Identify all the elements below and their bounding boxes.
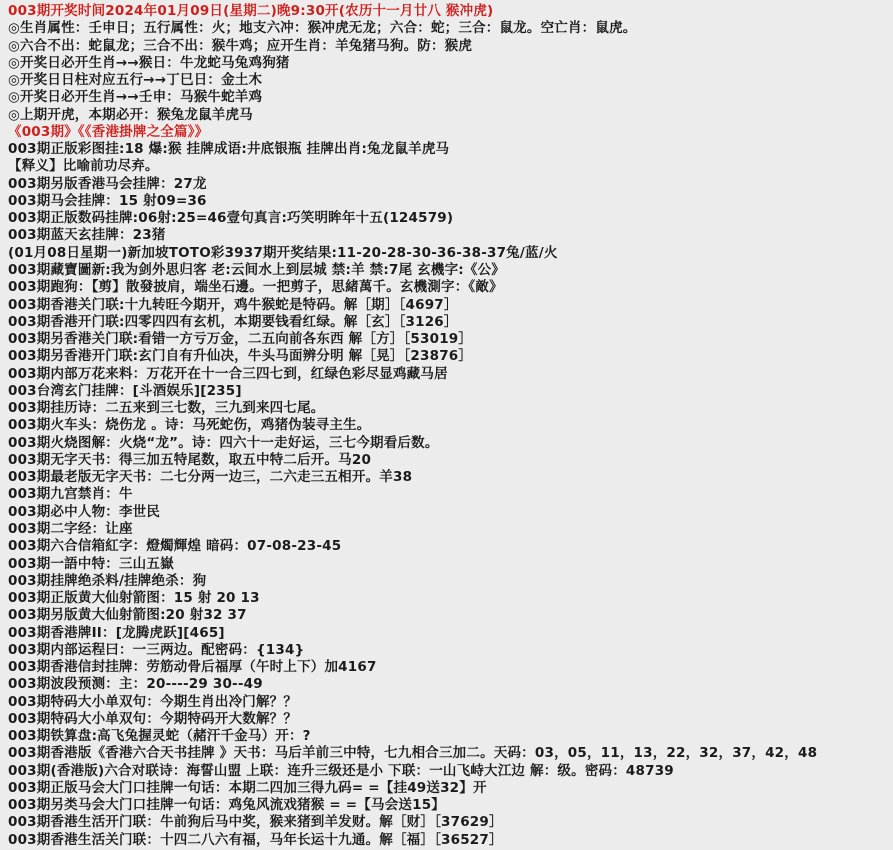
doc-line-43: 003期铁算盘:高飞兔握灵蛇（赭汗千金马）开：? — [8, 728, 311, 745]
doc-line-32: 003期六合信箱紅字：燈燭輝煌 暗码：07-08-23-45 — [8, 538, 342, 555]
doc-line-7: ◎上期开虎，本期必开：猴兔龙鼠羊虎马 — [8, 106, 253, 123]
doc-line-46: 003期正版马会大门口挂牌一句话：本期二四加三得九码= =【挂49送32】开 — [8, 779, 487, 796]
doc-line-11: 003期另版香港马会挂牌：27龙 — [8, 175, 207, 192]
doc-line-49: 003期香港生活关门联：十四二八六有福，马年长运十九通。解［福］［36527］ — [8, 831, 503, 848]
doc-line-45: 003期(香港版)六合对联诗：海誓山盟 上联：连升三级还是小 下联：一山飞峙大江边 解：级。密码：48739 — [8, 762, 674, 779]
doc-line-30: 003期必中人物：李世民 — [8, 503, 161, 520]
doc-line-31: 003期二字经：让座 — [8, 520, 133, 537]
doc-line-20: 003期另香港关门联:看错一方亏万金，二五向前各东西 解［方］［53019］ — [8, 331, 473, 348]
doc-line-17: 003期跑狗：【剪】散發披肩，端坐石邊。一把剪子，思緒萬千。玄機測字：《敵》 — [8, 279, 503, 296]
doc-line-22: 003期内部万花来料：万花开在十一合三四七到，红绿色彩尽显鸡藏马居 — [8, 365, 448, 382]
doc-line-10: 【释义】比喻前功尽弃。 — [8, 158, 159, 175]
doc-line-26: 003期火烧图解：火烧“龙”。诗：四六十一走好运，三七今期看后数。 — [8, 434, 439, 451]
doc-line-24: 003期挂历诗：二五来到三七数，三九到来四七尾。 — [8, 400, 325, 417]
doc-line-40: 003期波段预测：主：20----29 30--49 — [8, 676, 263, 693]
doc-line-6: ◎开奖日必开生肖→→壬申：马猴牛蛇羊鸡 — [8, 89, 263, 106]
doc-line-23: 003台湾玄门挂牌：[斗酒娱乐][235] — [8, 382, 242, 399]
doc-line-12: 003期马会挂牌：15 射09=36 — [8, 192, 207, 209]
doc-line-36: 003期另版黄大仙射箭图:20 射32 37 — [8, 607, 247, 624]
doc-line-28: 003期最老版无字天书：二七分两一边三，二六走三五相开。羊38 — [8, 469, 413, 486]
doc-line-5: ◎开奖日日柱对应五行→→丁巳日：金土木 — [8, 72, 263, 89]
doc-line-25: 003期火车头：烧伤龙 。诗：马死蛇伤，鸡猪伪装寻主生。 — [8, 417, 371, 434]
doc-line-35: 003期正版黄大仙射箭图：15 射 20 13 — [8, 590, 260, 607]
doc-line-44: 003期香港版《香港六合天书挂牌 》天书：马后羊前三中特，七九相合三加二。天码：03，05，11，13，22，32，37，42，48 — [8, 745, 818, 762]
doc-line-33: 003期一語中特：三山五嶽 — [8, 555, 174, 572]
doc-line-47: 003期另类马会大门口挂牌一句话：鸡兔风流戏猪猴 = =【马会送15】 — [8, 797, 445, 814]
doc-line-37: 003期香港牌II：[龙腾虎跃][465] — [8, 624, 225, 641]
doc-line-14: 003期蓝天玄挂牌：23猪 — [8, 227, 166, 244]
doc-line-42: 003期特码大小单双句：今期特码开大数解？？ — [8, 710, 298, 727]
doc-line-2: ◎生肖属性：壬申日；五行属性：火；地支六冲：猴冲虎无龙；六合：蛇；三合：鼠龙。空亡肖：鼠虎。 — [8, 20, 637, 37]
doc-line-16: 003期藏寶圖新:我为剑外思归客 老:云间水上到层城 禁:羊 禁:7尾 玄機字:《公》 — [8, 261, 505, 278]
doc-line-27: 003期无字天书：得三加五特尾数，取五中特二后开。马20 — [8, 451, 372, 468]
doc-line-15: (01月08日星期一)新加坡TOTO彩3937期开奖结果:11-20-28-30-36-38-37兔/蓝/火 — [8, 244, 558, 261]
doc-line-21: 003期另香港开门联:玄门自有升仙决，牛头马面辨分明 解［晃］［23876］ — [8, 348, 473, 365]
doc-line-4: ◎开奖日必开生肖→→猴日：牛龙蛇马兔鸡狗猪 — [8, 54, 290, 71]
document-body — [8, 3, 891, 849]
doc-line-41: 003期特码大小单双句：今期生肖出冷门解？？ — [8, 693, 298, 710]
doc-line-9: 003期正版彩图挂:18 爆:猴 挂牌成语:井底银瓶 挂牌出肖:兔龙鼠羊虎马 — [8, 141, 450, 158]
doc-line-38: 003期内部运程曰：一三两边。配密码：{134} — [8, 641, 305, 658]
doc-line-13: 003期正版数码挂牌:06射:25=46壹句真言:巧笑明眸年十五(124579) — [8, 210, 454, 227]
doc-line-29: 003期九宫禁肖：牛 — [8, 486, 133, 503]
doc-line-18: 003期香港关门联:十九转旺今期开，鸡牛猴蛇是特码。解［期］［4697］ — [8, 296, 458, 313]
doc-line-8: 《003期》《《香港掛牌之全篇》》 — [8, 123, 209, 140]
doc-line-1: 003期开奖时间2024年01月09日(星期二)晚9:30开(农历十一月廿八 猴冲虎) — [8, 3, 494, 19]
doc-line-48: 003期香港生活开门联：牛前狗后马中奖，猴来猪到羊发财。解［财］［37629］ — [8, 814, 503, 831]
doc-line-39: 003期香港信封挂牌：劳筋动骨后福厚（午时上下）加4167 — [8, 659, 377, 676]
doc-line-19: 003期香港开门联:四零四四有玄机，本期要钱看红绿。解［玄］［3126］ — [8, 313, 458, 330]
doc-line-34: 003期挂牌绝杀料/挂牌绝杀：狗 — [8, 572, 207, 589]
doc-line-3: ◎六合不出：蛇鼠龙；三合不出：猴牛鸡；应开生肖：羊兔猪马狗。防：猴虎 — [8, 37, 473, 54]
